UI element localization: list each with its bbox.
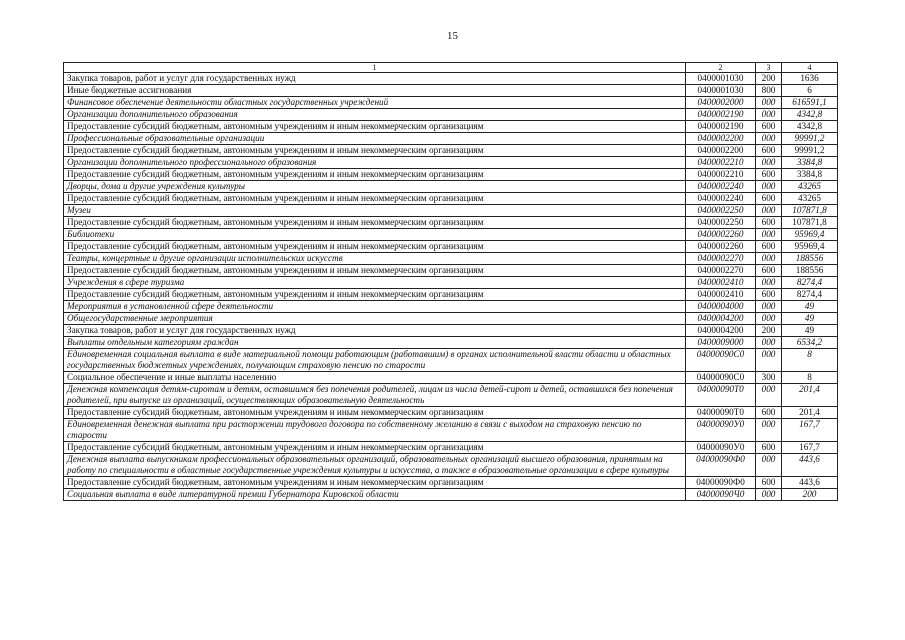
row-kind-cell: 600 [756,217,782,229]
row-name-cell: Выплаты отдельным категориям граждан [64,337,686,349]
row-code-cell: 0400002190 [686,109,756,121]
row-name-cell: Профессиональные образовательные организации [64,133,686,145]
row-name-cell: Денежная выплата выпускникам профессиональных образовательных организаций, образовательных организаций высшего образования, принятым на работу по специальности в областные государственные учреждения культуры и искусства, а также в образовательные организации в сфере культуры [64,454,686,477]
row-name-cell: Предоставление субсидий бюджетным, автономным учреждениям и иным некоммерческим организациям [64,169,686,181]
row-name-cell: Дворцы, дома и другие учреждения культуры [64,181,686,193]
row-code-cell: 04000090У0 [686,442,756,454]
column-header-name: 1 [64,63,686,73]
table-row [64,193,838,205]
row-name-cell: Театры, концертные и другие организации исполнительских искусств [64,253,686,265]
row-amount-cell: 6534,2 [782,337,838,349]
row-amount-cell: 95969,4 [782,241,838,253]
row-code-cell: 0400002260 [686,241,756,253]
row-code-cell: 0400002260 [686,229,756,241]
row-amount-cell: 8 [782,349,838,372]
row-code-cell: 0400004200 [686,313,756,325]
row-code-cell: 0400002210 [686,169,756,181]
row-amount-cell: 3384,8 [782,157,838,169]
row-kind-cell: 000 [756,157,782,169]
row-kind-cell: 000 [756,349,782,372]
row-code-cell: 0400002200 [686,133,756,145]
row-kind-cell: 000 [756,253,782,265]
row-kind-cell: 000 [756,489,782,501]
row-name-cell: Музеи [64,205,686,217]
table-row [64,85,838,97]
row-kind-cell: 000 [756,277,782,289]
row-kind-cell: 600 [756,265,782,277]
row-name-cell: Предоставление субсидий бюджетным, автономным учреждениям и иным некоммерческим организациям [64,477,686,489]
row-code-cell: 04000090Ф0 [686,454,756,477]
row-name-cell: Предоставление субсидий бюджетным, автономным учреждениям и иным некоммерческим организациям [64,265,686,277]
table-row [64,205,838,217]
row-kind-cell: 800 [756,85,782,97]
row-amount-cell: 4342,8 [782,109,838,121]
table-row [64,489,838,501]
row-kind-cell: 000 [756,181,782,193]
row-amount-cell: 188556 [782,265,838,277]
row-name-cell: Финансовое обеспечение деятельности областных государственных учреждений [64,97,686,109]
row-code-cell: 0400002270 [686,265,756,277]
table-row [64,313,838,325]
row-kind-cell: 600 [756,169,782,181]
row-amount-cell: 4342,8 [782,121,838,133]
row-kind-cell: 000 [756,384,782,407]
table-row [64,454,838,477]
row-code-cell: 0400009000 [686,337,756,349]
table-row [64,442,838,454]
row-kind-cell: 600 [756,145,782,157]
row-amount-cell: 8 [782,372,838,384]
row-code-cell: 0400002000 [686,97,756,109]
row-kind-cell: 600 [756,477,782,489]
row-kind-cell: 000 [756,133,782,145]
row-amount-cell: 201,4 [782,384,838,407]
row-name-cell: Закупка товаров, работ и услуг для государственных нужд [64,73,686,85]
row-amount-cell: 1636 [782,73,838,85]
row-amount-cell: 49 [782,301,838,313]
table-row [64,109,838,121]
row-amount-cell: 6 [782,85,838,97]
row-kind-cell: 000 [756,229,782,241]
row-name-cell: Организации дополнительного образования [64,109,686,121]
row-code-cell: 0400002250 [686,217,756,229]
row-kind-cell: 600 [756,241,782,253]
row-amount-cell: 43265 [782,181,838,193]
column-header-code: 2 [686,63,756,73]
table-row [64,121,838,133]
row-amount-cell: 43265 [782,193,838,205]
table-row [64,289,838,301]
row-name-cell: Предоставление субсидий бюджетным, автономным учреждениям и иным некоммерческим организациям [64,217,686,229]
row-name-cell: Закупка товаров, работ и услуг для государственных нужд [64,325,686,337]
row-code-cell: 0400002410 [686,289,756,301]
table-row [64,419,838,442]
row-amount-cell: 167,7 [782,442,838,454]
table-row [64,337,838,349]
table-row [64,384,838,407]
row-name-cell: Мероприятия в установленной сфере деятельности [64,301,686,313]
row-kind-cell: 000 [756,419,782,442]
row-code-cell: 04000090Ч0 [686,489,756,501]
row-name-cell: Учреждения в сфере туризма [64,277,686,289]
row-amount-cell: 107871,8 [782,205,838,217]
row-amount-cell: 49 [782,313,838,325]
row-amount-cell: 443,6 [782,477,838,489]
page-number: 15 [447,30,458,42]
row-kind-cell: 000 [756,337,782,349]
table-row [64,477,838,489]
table-row [64,157,838,169]
table-header-row [64,63,838,73]
row-code-cell: 0400001030 [686,73,756,85]
row-name-cell: Предоставление субсидий бюджетным, автономным учреждениям и иным некоммерческим организациям [64,241,686,253]
row-amount-cell: 107871,8 [782,217,838,229]
column-header-kind: 3 [756,63,782,73]
row-code-cell: 0400002270 [686,253,756,265]
row-amount-cell: 99991,2 [782,133,838,145]
table-row [64,253,838,265]
row-kind-cell: 000 [756,301,782,313]
row-kind-cell: 000 [756,109,782,121]
row-amount-cell: 443,6 [782,454,838,477]
row-kind-cell: 600 [756,407,782,419]
row-amount-cell: 8274,4 [782,277,838,289]
row-kind-cell: 000 [756,454,782,477]
row-name-cell: Единовременная денежная выплата при расторжении трудового договора по собственному желанию в связи с выходом на страховую пенсию по старости [64,419,686,442]
row-code-cell: 0400002210 [686,157,756,169]
table-row [64,181,838,193]
table-row [64,73,838,85]
row-code-cell: 04000090С0 [686,349,756,372]
row-name-cell: Предоставление субсидий бюджетным, автономным учреждениям и иным некоммерческим организациям [64,193,686,205]
row-code-cell: 0400002410 [686,277,756,289]
row-code-cell: 0400002190 [686,121,756,133]
row-amount-cell: 200 [782,489,838,501]
row-code-cell: 0400002200 [686,145,756,157]
row-code-cell: 0400004000 [686,301,756,313]
table-row [64,372,838,384]
table-row [64,301,838,313]
row-kind-cell: 000 [756,97,782,109]
row-code-cell: 0400001030 [686,85,756,97]
row-code-cell: 0400002240 [686,181,756,193]
row-name-cell: Организации дополнительного профессионального образования [64,157,686,169]
row-code-cell: 04000090С0 [686,372,756,384]
table-row [64,407,838,419]
row-kind-cell: 600 [756,442,782,454]
row-code-cell: 04000090Т0 [686,407,756,419]
table-body [64,73,838,501]
row-code-cell: 0400002240 [686,193,756,205]
row-name-cell: Общегосударственные мероприятия [64,313,686,325]
budget-table [63,62,838,501]
row-name-cell: Предоставление субсидий бюджетным, автономным учреждениям и иным некоммерческим организациям [64,121,686,133]
row-name-cell: Предоставление субсидий бюджетным, автономным учреждениям и иным некоммерческим организациям [64,289,686,301]
table-row [64,241,838,253]
table-row [64,133,838,145]
row-kind-cell: 000 [756,313,782,325]
table-row [64,169,838,181]
row-name-cell: Социальное обеспечение и иные выплаты населению [64,372,686,384]
row-kind-cell: 600 [756,289,782,301]
row-kind-cell: 600 [756,193,782,205]
row-amount-cell: 616591,1 [782,97,838,109]
table-row [64,217,838,229]
row-kind-cell: 600 [756,121,782,133]
row-kind-cell: 000 [756,205,782,217]
column-header-amount: 4 [782,63,838,73]
row-code-cell: 0400002250 [686,205,756,217]
row-name-cell: Социальная выплата в виде литературной премии Губернатора Кировской области [64,489,686,501]
row-name-cell: Предоставление субсидий бюджетным, автономным учреждениям и иным некоммерческим организациям [64,145,686,157]
row-kind-cell: 200 [756,325,782,337]
table-row [64,349,838,372]
row-amount-cell: 201,4 [782,407,838,419]
row-name-cell: Денежная компенсация детям-сиротам и детям, оставшимся без попечения родителей, лицам из числа детей-сирот и детей, оставшихся без попечения родителей, при выпуске из организаций, осуществляющих образовательную деятельность [64,384,686,407]
row-code-cell: 04000090У0 [686,419,756,442]
row-name-cell: Иные бюджетные ассигнования [64,85,686,97]
row-amount-cell: 49 [782,325,838,337]
row-code-cell: 0400004200 [686,325,756,337]
row-kind-cell: 300 [756,372,782,384]
table-row [64,97,838,109]
row-name-cell: Предоставление субсидий бюджетным, автономным учреждениям и иным некоммерческим организациям [64,442,686,454]
table-row [64,325,838,337]
row-code-cell: 04000090Т0 [686,384,756,407]
row-amount-cell: 8274,4 [782,289,838,301]
row-kind-cell: 200 [756,73,782,85]
table-row [64,145,838,157]
row-amount-cell: 188556 [782,253,838,265]
row-amount-cell: 95969,4 [782,229,838,241]
table-row [64,229,838,241]
table-row [64,277,838,289]
table-row [64,265,838,277]
row-amount-cell: 3384,8 [782,169,838,181]
row-code-cell: 04000090Ф0 [686,477,756,489]
row-amount-cell: 99991,2 [782,145,838,157]
row-name-cell: Предоставление субсидий бюджетным, автономным учреждениям и иным некоммерческим организациям [64,407,686,419]
row-amount-cell: 167,7 [782,419,838,442]
row-name-cell: Библиотеки [64,229,686,241]
row-name-cell: Единовременная социальная выплата в виде материальной помощи работающим (работавшим) в органах исполнительной власти области и областных государственных бюджетных учреждениях, получающим страховую пенсию по старости [64,349,686,372]
